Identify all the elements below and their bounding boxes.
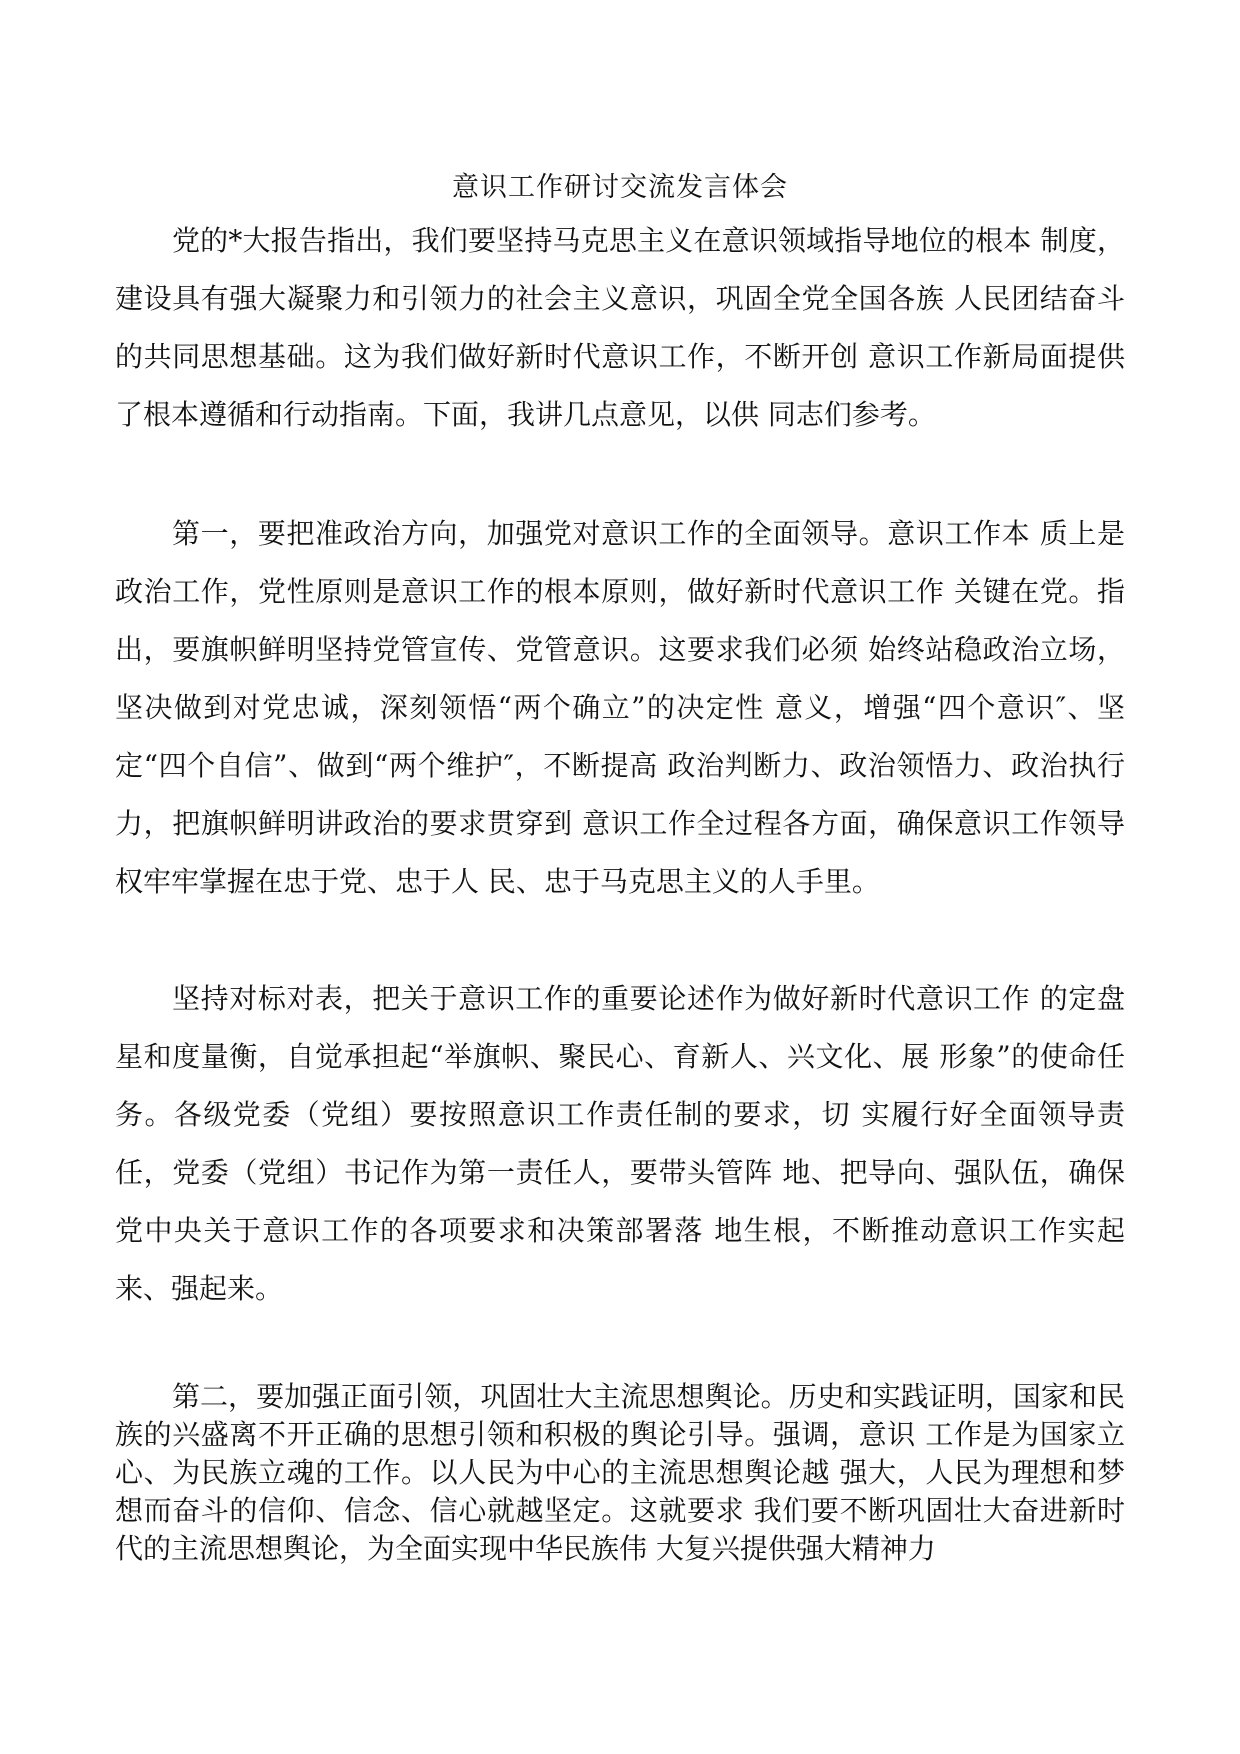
paragraph-first-point: 第一，要把准政治方向，加强党对意识工作的全面领导。意识工作本 质上是政治工作，党性原则是意识工作的根本原则，做好新时代意识工作 关键在党。指出，要旗帜鲜明坚持党管宣传、党管意识。这要求我们必须 始终站稳政治立场，坚决做到对党忠诚，深刻领悟“两个确立”的决定性 意义，增强“四个意识″、坚定“四个自信”、做到“两个维护″，不断提高 政治判断力、政治领悟力、政治执行力，把旗帜鲜明讲政治的要求贯穿到 意识工作全过程各方面，确保意识工作领导权牢牢掌握在忠于党、忠于人 民、忠于马克思主义的人手里。 xyxy=(115,517,1125,898)
paragraph-intro: 党的*大报告指出，我们要坚持马克思主义在意识领域指导地位的根本 制度，建设具有强大凝聚力和引领力的社会主义意识，巩固全党全国各族 人民团结奋斗的共同思想基础。这为我们做好新时代意识工作，不断开创 意识工作新局面提供了根本遵循和行动指南。下面，我讲几点意见，以供 同志们参考。 xyxy=(115,224,1125,431)
paragraph-second-point: 第二，要加强正面引领，巩固壮大主流思想舆论。历史和实践证明，国家和民族的兴盛离不开正确的思想引领和积极的舆论引导。强调，意识 工作是为国家立心、为民族立魂的工作。以人民为中心的主流思想舆论越 强大，人民为理想和梦想而奋斗的信仰、信念、信心就越坚定。这就要求 我们要不断巩固壮大奋进新时代的主流思想舆论，为全面实现中华民族伟 大复兴提供强大精神力 xyxy=(115,1380,1125,1565)
paragraph-benchmarking: 坚持对标对表，把关于意识工作的重要论述作为做好新时代意识工作 的定盘星和度量衡，自觉承担起“举旗帜、聚民心、育新人、兴文化、展 形象”的使命任务。各级党委（党组）要按照意识工作责任制的要求，切 实履行好全面领导责任，党委（党组）书记作为第一责任人，要带头管阵 地、把导向、强队伍，确保党中央关于意识工作的各项要求和决策部署落 地生根，不断推动意识工作实起来、强起来。 xyxy=(115,982,1125,1305)
document-title: 意识工作研讨交流发言体会 xyxy=(452,172,788,203)
